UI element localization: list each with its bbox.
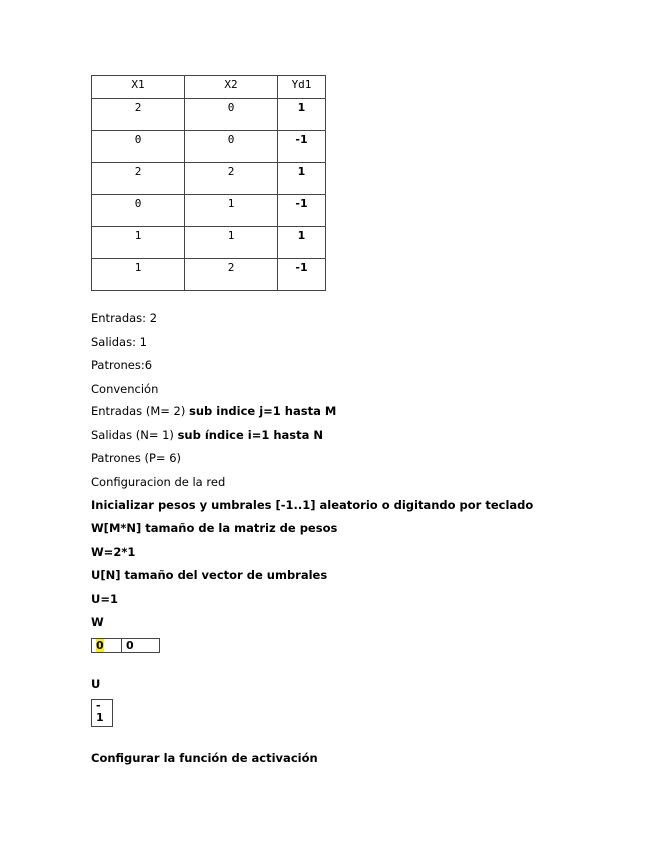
table-header-row xyxy=(92,76,326,99)
cell-yd1: 1 xyxy=(278,227,326,259)
cell-x1: 2 xyxy=(92,99,185,131)
u-label: U xyxy=(91,677,101,691)
table-row xyxy=(92,195,326,227)
cell-x2: 2 xyxy=(185,163,278,195)
threshold-value: - 1 xyxy=(96,699,104,724)
cell-x1: 0 xyxy=(92,195,185,227)
cell-yd1: -1 xyxy=(278,195,326,227)
thresholds-vector xyxy=(91,699,113,727)
config-activacion-heading: Configurar la función de activación xyxy=(91,751,318,765)
header-x2: X2 xyxy=(185,76,278,99)
cell-yd1: 1 xyxy=(278,163,326,195)
entradas-convention-line xyxy=(91,404,336,418)
header-yd1: Yd1 xyxy=(278,76,326,99)
w-label: W xyxy=(91,615,104,629)
u-eq-text: U=1 xyxy=(91,592,118,606)
table-row xyxy=(92,163,326,195)
configuracion-text: Configuracion de la red xyxy=(91,475,226,489)
salidas-convention-line xyxy=(91,428,323,442)
cell-x2: 0 xyxy=(185,131,278,163)
inicializar-heading: Inicializar pesos y umbrales [-1..1] aleatorio o digitando por teclado xyxy=(91,498,534,512)
header-x1: X1 xyxy=(92,76,185,99)
salidas-convention: Salidas (N= 1) xyxy=(91,428,174,442)
convencion-text: Convención xyxy=(91,382,159,396)
weight-cell: 0 xyxy=(122,639,160,653)
cell-x1: 1 xyxy=(92,227,185,259)
cell-x2: 0 xyxy=(185,99,278,131)
entradas-text: Entradas: 2 xyxy=(91,311,158,325)
weight-value: 0 xyxy=(96,639,104,652)
weight-cell xyxy=(92,639,122,653)
table-row xyxy=(92,259,326,291)
patterns-table xyxy=(91,75,326,291)
table-row xyxy=(92,99,326,131)
patrones-convention: Patrones (P= 6) xyxy=(91,451,182,465)
cell-x2: 1 xyxy=(185,227,278,259)
cell-yd1: -1 xyxy=(278,259,326,291)
salidas-index: sub índice i=1 hasta N xyxy=(177,428,324,442)
w-size-text: W[M*N] tamaño de la matriz de pesos xyxy=(91,521,338,535)
table-row xyxy=(92,227,326,259)
cell-x2: 1 xyxy=(185,195,278,227)
u-size-text: U[N] tamaño del vector de umbrales xyxy=(91,568,328,582)
w-eq-text: W=2*1 xyxy=(91,545,136,559)
cell-yd1: -1 xyxy=(278,131,326,163)
weights-matrix xyxy=(91,638,160,653)
cell-yd1: 1 xyxy=(278,99,326,131)
entradas-convention: Entradas (M= 2) xyxy=(91,404,186,418)
cell-x1: 2 xyxy=(92,163,185,195)
cell-x1: 0 xyxy=(92,131,185,163)
cell-x2: 2 xyxy=(185,259,278,291)
table-row xyxy=(92,131,326,163)
patrones-text: Patrones:6 xyxy=(91,358,153,372)
salidas-text: Salidas: 1 xyxy=(91,335,147,349)
entradas-index: sub indice j=1 hasta M xyxy=(189,404,337,418)
cell-x1: 1 xyxy=(92,259,185,291)
